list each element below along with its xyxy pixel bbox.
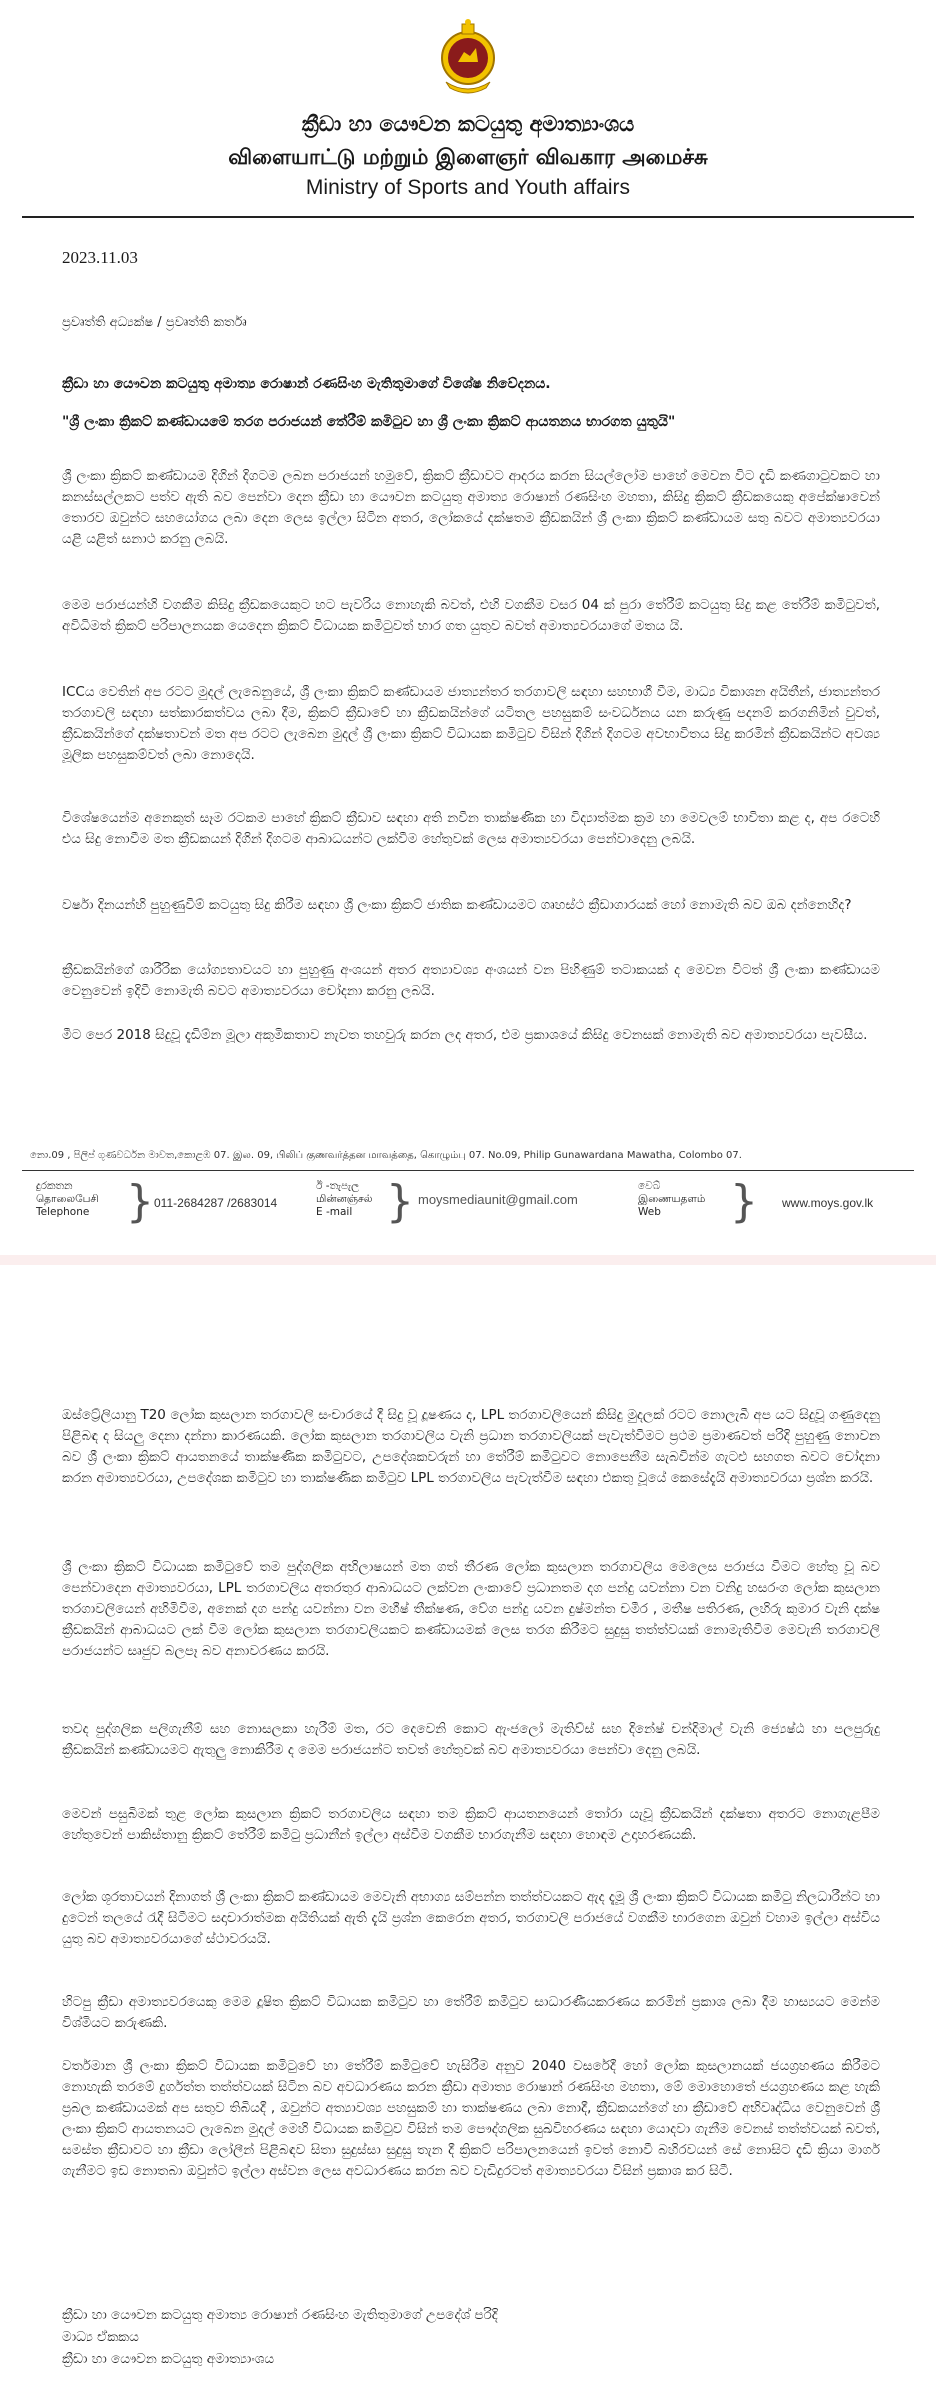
paragraph: විශේෂයෙන්ම අනෙකුත් සෑම රටකම පාහේ ක්‍රිකට් ක්‍රීඩාව සඳහා අති නවීන තාක්ෂණික හා විද්‍යාත්මක ක්‍රම හා මෙවලම් භාවිතා කළ ද, අප රටෙහි එය සිදු නොවීම මත ක්‍රීඩකයන් දිගින් දිගටම ආබාධයන්ට ලක්වීම හේතුවක් ලෙස අමාත්‍යවරයා පෙන්වාදෙනු ලබයි. — [62, 810, 880, 847]
paragraph: තවද පුද්ගලික පලිගැනීම් සහ නොසලකා හැරීම් මත, රට දෙවෙනි කොට ඇංජලෝ මැතිව්ස් සහ දිනේෂ් චන්දිමාල් වැනි ජ්‍යෙෂ්ඨ හා පලපුරුදු ක්‍රීඩකයින් කණ්ඩායමට ඇතුලු නොකිරීම ද මෙම පරාජයන්ට තවත් හේතුවක් බව අමාත්‍යවරයා පෙන්වා දෙනු ලබයි. — [62, 1721, 880, 1758]
web-labels: වෙබ් இணையதளம் Web — [638, 1180, 706, 1218]
signature-line: මාධ්‍ය ඒකකය — [62, 2329, 139, 2345]
page-break — [0, 1255, 936, 1265]
footer-address: නො.09 , පිලිප් ගුණවර්ධන මාවත,කොළඹ 07. இல. 09, பிலிப் குணவர்த்தன மாவத்தை, கொழும்பு 07. No.09, Philip Gunawardana Mawatha, Colombo 07. — [30, 1150, 742, 1161]
brace-icon: } — [730, 1176, 758, 1227]
paragraph: ශ්‍රී ලංකා ක්‍රිකට් කණ්ඩායම දිගින් දිගටම ලබන පරාජයන් හමුවේ, ක්‍රිකට් ක්‍රීඩාවට ආදරය කරන සියල්ලෝම පාහේ මෙවන විට දැඩි කණගාටුවකට හා කනස්සල්ලකට පත්ව ඇති බව පෙන්වා දෙන ක්‍රීඩා හා යෞවන කටයුතු අමාත්‍ය රොෂාන් රණසිංහ මහතා, කිසිදු ක්‍රිකට් ක්‍රීඩකයෙකු අපේක්ෂාවෙන් තොරව ඔවුන්ට සහයෝගය ලබා දෙන ලෙස ඉල්ලා සිටින අතර, ලෝකයේ දක්ෂතම ක්‍රීඩකයින් ශ්‍රී ලංකා ක්‍රිකට් කණ්ඩායම සතු බවට අමාත්‍යවරයා යළි යළිත් සනාථ කරනු ලබයි. — [62, 468, 880, 547]
paragraph: වර්ෂා දිනයන්හි පුහුණුවීම් කටයුතු සිදු කිරීම සඳහා ශ්‍රී ලංකා ක්‍රිකට් ජාතික කණ්ඩායමට ගෘහස්ථ ක්‍රීඩාගාරයක් හෝ නොමැති බව ඔබ දන්නෙහිද? — [62, 897, 852, 913]
brace-icon: } — [386, 1176, 414, 1227]
letter-recipient: ප්‍රවෘත්ති අධ්‍යක්ෂ / ප්‍රවෘත්ති කර්තෘ — [62, 315, 247, 330]
paragraph: ඔස්ට්‍රේලියානු T20 ලෝක කුසලාන තරගාවලි සංචාරයේ දී සිදු වූ දූෂණය ද, LPL තරගාවලියෙන් කිසිදු මුදලක් රටට නොලැබී අප යට සිදුවූ ගණුදෙනු පිළිබඳ ද සියලු දෙනා දන්නා කාරණයකි. ලෝක කුසලාන තරගාවලිය වැනි ප්‍රධාන තරගාවලියක් පැවැත්වීමට ප්‍රථම ප්‍රමාණවත් පරිදි පුහුණු නොවන බව ශ්‍රී ලංකා ක්‍රිකට් ආයතනයේ තාක්ෂණික කමිටුවට, උපදේශකවරුන් හා තේරීම් කමිටුවට නොපෙනීම සැබවින්ම ගැටළු සහගත බවට චෝදනා කරන අමාත්‍යවරයා, උපදේශක කමිටුව හා තාක්ෂණික කමිටුව LPL තරගාවලිය පැවැත්වීම සඳහා එකතු වූයේ කෙසේදැයි අමාත්‍යවරයා ප්‍රශ්න කරයි. — [62, 1407, 880, 1486]
footer-divider — [22, 1170, 914, 1171]
dept-name-english: Ministry of Sports and Youth affairs — [305, 176, 631, 199]
dept-name-tamil: விளையாட்டு மற்றும் இளைஞர் விவகார அமைச்சு — [228, 145, 708, 169]
header-divider — [22, 216, 914, 218]
paragraph: මෙවන් පසුබිමක් තුළ ලෝක කුසලාන ක්‍රිකට් තරගාවලිය සඳහා තම ක්‍රිකට් ආයතනයෙන් තෝරා යැවූ ක්‍රීඩකයින් දක්ෂතා අතරට නොගැළපීම හේතුවෙන් පාකිස්තානු ක්‍රිකට් තේරීම් කමිටු ප්‍රධානීන් ඉල්ලා අස්වීම වගකීම භාරගැනීම සඳහා හොඳම උදාහරණයකි. — [62, 1806, 880, 1843]
letter-subtitle: "ශ්‍රී ලංකා ක්‍රිකට් කණ්ඩායමේ තරග පරාජයන් තේරීම් කමිටුව හා ශ්‍රී ලංකා ක්‍රිකට් ආයතනය භාරගත යුතුයි" — [62, 414, 676, 430]
email-address[interactable]: moysmediaunit@gmail.com — [418, 1192, 578, 1207]
dept-name-sinhala: ක්‍රීඩා හා යෞවන කටයුතු අමාත්‍යාංශය — [301, 112, 635, 136]
email-labels: ඊ -තැපැල மின்னஞ்சல் E -mail — [316, 1180, 373, 1218]
letter-date: 2023.11.03 — [62, 248, 138, 267]
letter-title: ක්‍රීඩා හා යෞවන කටයුතු අමාත්‍ය රොෂාන් රණසිංහ මැතිතුමාගේ විශේෂ නිවේදනය. — [62, 376, 551, 392]
paragraph: වර්තමාන ශ්‍රී ලංකා ක්‍රිකට් විධායක කමිටුවේ හා තේරීම් කමිටුවේ හැසිරීම අනුව 2040 වසරේදී හෝ ලෝක කුසලානයක් ජයග්‍රහණය කිරීමට නොහැකි තරමේ දුර්ගත්ත තත්ත්වයක් සිටින බව අවධාරණය කරන ක්‍රීඩා අමාත්‍ය රොෂාන් රණසිංහ මහතා, මේ මොහොතේ ජයග්‍රහණය කළ හැකි ප්‍රබල කණ්ඩායමක් අප සතුව තිබියදී , ඔවුන්ට අත්‍යාවශ්‍ය පහසුකම් හා තාක්ෂණය ලබා නොදී, ක්‍රීඩකයන්ගේ හා ක්‍රීඩාවේ අභිවෘද්ධිය වෙනුවෙන් ශ්‍රී ලංකා ක්‍රිකට් ආයතනයට ලැබෙන මුදල් මෙහි විධායක කමිටුව විසින් තම පෞද්ගලික සුඛවිහරණය සඳහා යොදවා ගැනීම වෙනස් තත්ත්වයක් බවත්, සමස්ත ක්‍රීඩාවට හා ක්‍රීඩා ලෝලීන් පිළිබඳව සිතා සුදුස්සා සුදුසු තැන දී ක්‍රිකට් පරිපාලනයෙන් ඉවත් නොවී බහිරවයන් සේ නොසිට දැඩි ක්‍රියා මාර්ග ගැනීමට ඉඩ නොතබා ඔවුන්ට ඉල්ලා අස්වන ලෙස අවධාරණය කරන බව වැඩිදුරටත් අමාත්‍යවරයා විසින් ප්‍රකාශ කර සිටී. — [62, 2058, 880, 2179]
brace-icon: } — [126, 1176, 154, 1227]
paragraph: මෙම පරාජයන්හි වගකීම කිසිදු ක්‍රීඩකයෙකුට හට පැවරිය නොහැකි බවත්, එහි වගකීම වසර 04 ක් පුරා තේරීම් කටයුතු සිදු කළ තේරීම් කමිටුවත්, අවිධිමත් ක්‍රිකට් පරිපාලනයක යෙදෙන ක්‍රිකට් විධායක කමිටුවත් භාර ගත යුතුව බවත් අමාත්‍යවරයාගේ මතය යි. — [62, 597, 880, 634]
paragraph: ක්‍රීඩකයින්ගේ ශාරීරික යෝග්‍යතාවයට හා පුහුණු අංශයන් අතර අත්‍යාවශ්‍ය අංශයන් වන පිහිණුම් තටාකයක් ද මෙවන විටත් ශ්‍රී ලංකා කණ්ඩායම වෙනුවෙන් ඉදිවී නොමැති බවට අමාත්‍යවරයා චෝදනා කරනු ලබයි. — [62, 962, 880, 999]
paragraph: ලෝක ශූරතාවයන් දිනාගත් ශ්‍රී ලංකා ක්‍රිකට් කණ්ඩායම මෙවැනි අභාග්‍ය සම්පන්න තත්ත්වයකට ඇද දැමූ ශ්‍රී ලංකා ක්‍රිකට් විධායක කමිටු නිලධාරීන්ට හා දුටෙන් තලයේ රැදී සිටීමට සදාචාරාත්මක අයිතියක් ඇති දැයි ප්‍රශ්න කෙරෙන අතර, තරගාවලි පරාජයේ වගකීම භාරගෙන ඔවුන් වහාම ඉල්ලා අස්විය යුතු බව අමාත්‍යවරයාගේ ස්ථාවරයයි. — [62, 1889, 880, 1947]
phone-number: 011-2684287 /2683014 — [154, 1196, 278, 1210]
paragraph: ICCය වෙතින් අප රටට මුදල් ලැබෙනුයේ, ශ්‍රී ලංකා ක්‍රිකට් කණ්ඩායම ජාත්‍යන්තර තරගාවලි සඳහා සහභාගී වීම, මාධ්‍ය විකාශන අයිතීන්, ජාත්‍යන්තර තරගාවලි සඳහා සත්කාරකත්වය ලබා දීම, ක්‍රිකට් ක්‍රීඩාවේ හා ක්‍රීඩකයින්ගේ යටිතල පහසුකම් සංවර්ධනය යන කරුණු පදනම් කරගනිමින් වුවත්, ක්‍රීඩකයින්ගේ දක්ෂතාවන් මත අප රටට ලැබෙන මුදල් ශ්‍රී ලංකා ක්‍රිකට් විධායක කමිටුව විසින් දිගින් දිගටම අවභාවිතය සිදු කරමින් ක්‍රීඩකයින්ට අවශ්‍ය මූලික පහසුකම්වත් ලබා නොදෙයි. — [62, 684, 880, 763]
signature-line: ක්‍රීඩා හා යෞවන කටයුතු අමාත්‍යාංශය — [62, 2351, 275, 2367]
sri-lanka-emblem-icon — [436, 18, 500, 96]
paragraph: හිටපු ක්‍රීඩා අමාත්‍යවරයෙකු මෙම දූෂිත ක්‍රිකට් විධායක කමිටුව හා තේරීම් කමිටුව සාධාරණීයකරණය කරමින් ප්‍රකාශ ලබා දීම හාස්‍යයට මෙන්ම විශ්මියට කරුණකි. — [62, 1994, 880, 2031]
phone-labels: දුරකතන தொலைபேசி Telephone — [36, 1180, 99, 1218]
signature-line: ක්‍රීඩා හා යෞවන කටයුතු අමාත්‍ය රොෂාන් රණසිංහ මැතිතුමාගේ උපදේශ් පරිදි — [62, 2307, 498, 2323]
paragraph: මීට පෙර 2018 සිදුවූ දැඩිම්න මූලා අකුමිකතාව නැවත තහවුරු කරන ලද අතර, එම ප්‍රකාශයේ කිසිදු වෙනසක් නොමැති බව අමාත්‍යවරයා පැවසීය. — [62, 1027, 868, 1043]
paragraph: ශ්‍රී ලංකා ක්‍රිකට් විධායක කමිටුවේ තම පුද්ගලික අභිලාෂයන් මත ගත් තීරණ ලෝක කුසලාන තරගාවලිය මෙලෙස පරාජය වීමට හේතු වූ බව පෙන්වාදෙන අමාත්‍යවරයා, LPL තරගාවලිය අතරතුර ආබාධයට ලක්වන ලංකාවේ ප්‍රධානතම දග පන්දු යවන්නා වන වනිදු හසරංග ලෝක කුසලාන තරගාවලියෙන් අහිමිවීම, අනෙක් දග පන්දු යවන්නා වන මහීෂ් තීක්ෂණ, වේග පන්දු යවන දුෂ්මන්ත චමීර , මතීෂ පතිරණ, ලහිරු කුමාර වැනි දක්ෂ ක්‍රීඩකයින් ආබාධයට ලක් වීම ලෝක කුසලාන තරගාවලියකට කණ්ඩායමක් ලෙස තරග කිරීමට සුදුසු තත්ත්වයක් නොමැතිවීම මෙවැනි තරගාවලි පරාජයන්ට සෘජුව බලපෑ බව අනාවරණය කරයි. — [62, 1559, 880, 1659]
letter-page-2 — [0, 1265, 936, 2394]
website-link[interactable]: www.moys.gov.lk — [782, 1196, 874, 1210]
